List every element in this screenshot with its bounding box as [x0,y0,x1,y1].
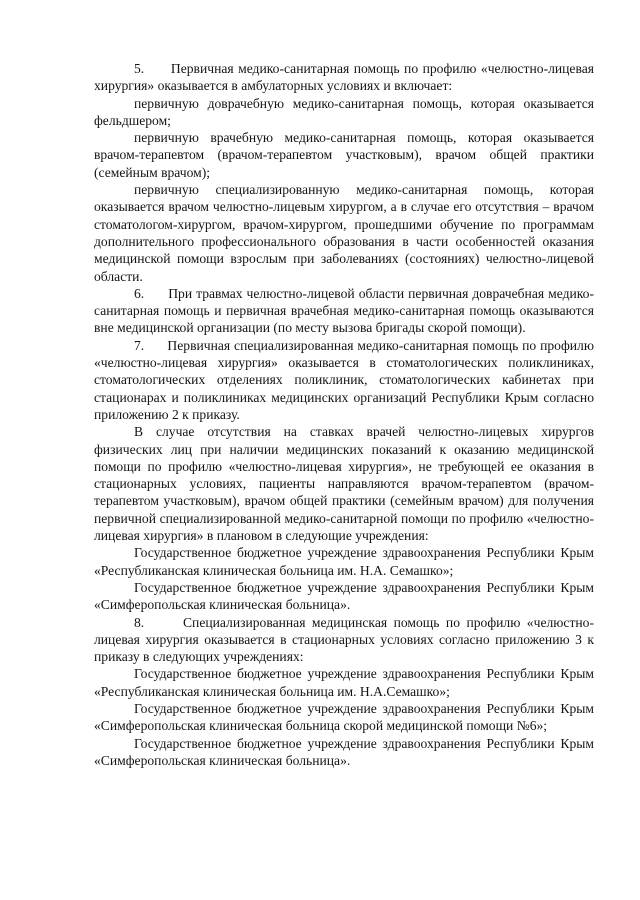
paragraph-specialized-primary-care: первичную специализированную медико-санитарная помощь, которая оказывается врачом челюстно-лицевым хирургом, а в случае его отсутствия – врачом стоматологом-хирургом, врачом-хирургом, прошедшими обучение по программам дополнительного профессионального образования в части особенностей оказания медицинской помощи взрослым при заболеваниях (состояниях) челюстно-лицевой области. [94,182,594,284]
paragraph-absence-of-surgeons: В случае отсутствия на ставках врачей челюстно-лицевых хирургов физических лиц при наличии медицинских показаний к оказанию медицинской помощи по профилю «челюстно-лицевая хирургия», не требующей ее оказания в стационарных условиях, пациенты направляются врачом-терапевтом (врачом-терапевтом участковым), врачом общей практики (семейным врачом) для получения первичной специализированной медико-санитарной помощи по профилю «челюстно-лицевая хирургия» в плановом в следующие учреждения: [94,424,594,544]
document-page [94,60,594,769]
paragraph-inpatient-simferopol: Государственное бюджетное учреждение здравоохранения Республики Крым «Симферопольская клиническая больница». [94,735,594,768]
paragraph-inpatient-semashko: Государственное бюджетное учреждение здравоохранения Республики Крым «Республиканская клиническая больница им. Н.А.Семашко»; [94,666,594,699]
paragraph-7-specialized-primary-care: 7. Первичная специализированная медико-санитарная помощь по профилю «челюстно-лицевая хирургия» оказывается в стоматологических поликлиниках, стоматологических отделениях поликлиник, стоматологических кабинетах при стационарах и поликлиниках медицинских организаций Республики Крым согласно приложению 2 к приказу. [94,337,594,422]
paragraph-6-trauma-care: 6. При травмах челюстно-лицевой области первичная доврачебная медико-санитарная помощь и первичная врачебная медико-санитарная помощь оказываются вне медицинской организации (по месту вызова бригады скорой помощи). [94,285,594,336]
paragraph-inpatient-emergency-6: Государственное бюджетное учреждение здравоохранения Республики Крым «Симферопольская клиническая больница скорой медицинской помощи №6»; [94,700,594,734]
paragraph-institution-simferopol: Государственное бюджетное учреждение здравоохранения Республики Крым «Симферопольская клиническая больница». [94,579,594,613]
paragraph-5-primary-care: 5. Первичная медико-санитарная помощь по профилю «челюстно-лицевая хирургия» оказывается в амбулаторных условиях и включает: [94,61,594,94]
paragraph-paramedic-care: первичную доврачебную медико-санитарная помощь, которая оказывается фельдшером; [94,95,594,128]
paragraph-institution-semashko: Государственное бюджетное учреждение здравоохранения Республики Крым «Республиканская клиническая больница им. Н.А. Семашко»; [94,545,594,578]
paragraph-physician-care: первичную врачебную медико-санитарная помощь, которая оказывается врачом-терапевтом (врачом-терапевтом участковым), врачом общей практики (семейным врачом); [94,130,594,180]
paragraph-8-specialized-care: 8. Специализированная медицинская помощь по профилю «челюстно-лицевая хирургия оказывается в стационарных условиях согласно приложению 3 к приказу в следующих учреждениях: [94,614,594,665]
